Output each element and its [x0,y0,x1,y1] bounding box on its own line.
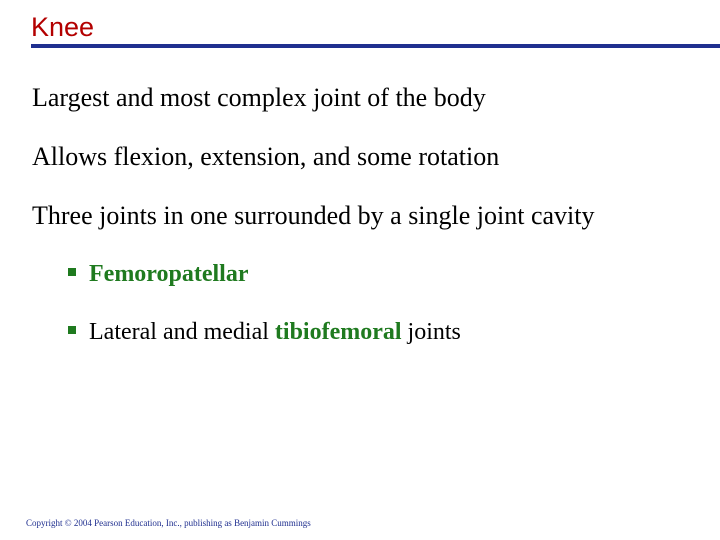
subbullet-2 [68,317,461,347]
square-bullet-icon [68,268,76,276]
bullet-2: Allows flexion, extension, and some rotation [32,142,500,171]
subbullet-1 [68,259,249,289]
bullet-1: Largest and most complex joint of the body [32,83,486,112]
subbullet-2-pre: Lateral and medial [89,319,275,345]
subbullet-2-post: joints [401,319,461,345]
square-bullet-icon [68,326,76,334]
title-divider [31,44,720,48]
subbullet-1-term: Femoropatellar [89,261,249,287]
slide-title: Knee [31,12,95,42]
bullet-3: Three joints in one surrounded by a single joint cavity [32,201,595,230]
subbullet-2-term: tibiofemoral [274,319,402,345]
copyright-notice: Copyright © 2004 Pearson Education, Inc., publishing as Benjamin Cummings [26,518,311,528]
